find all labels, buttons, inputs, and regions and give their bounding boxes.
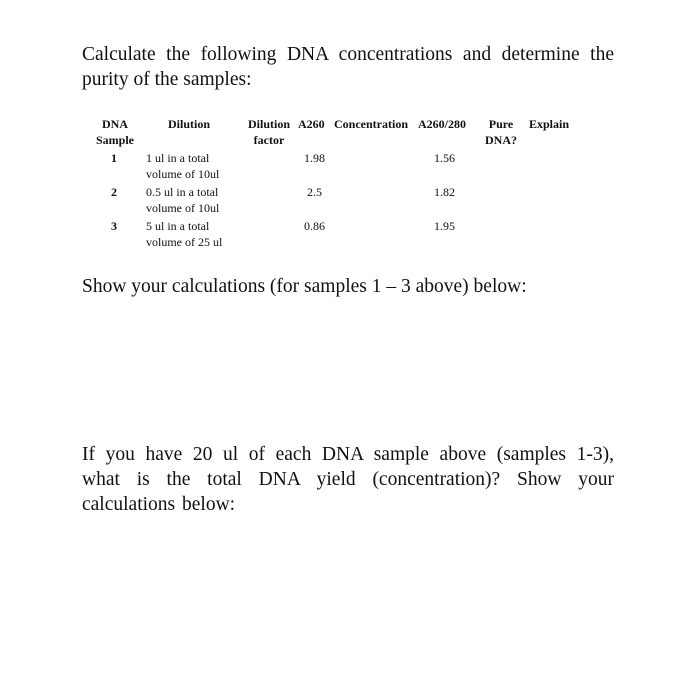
- table-row-sample: 3: [111, 219, 117, 233]
- calculations-prompt: Show your calculations (for samples 1 – 3 above) below:: [82, 276, 527, 297]
- table-row-a260: 1.98: [304, 151, 325, 165]
- yield-prompt: If you have 20 ul of each DNA sample above (samples 1-3), what is the total DNA yield (concentration)? Show your calculations below:: [82, 444, 614, 515]
- table-row-a260: 0.86: [304, 219, 325, 233]
- table-row-dilution: 1 ul in a total volume of 10ul: [146, 151, 220, 181]
- table-row-ratio: 1.56: [434, 151, 455, 165]
- table-row-ratio: 1.82: [434, 185, 455, 199]
- header-explain: Explain: [529, 117, 570, 131]
- intro-paragraph: Calculate the following DNA concentrations and determine the purity of the samples:: [82, 44, 614, 90]
- table-row-ratio: 1.95: [434, 219, 455, 233]
- table-row-sample: 2: [111, 185, 117, 199]
- header-dilution: Dilution: [168, 117, 211, 131]
- header-pure-dna: Pure DNA?: [485, 117, 517, 147]
- table-row-dilution: 0.5 ul in a total volume of 10ul: [146, 185, 220, 215]
- header-a260-280: A260/280: [418, 117, 466, 131]
- header-dna-sample: DNA Sample: [95, 117, 134, 147]
- table-row-a260: 2.5: [307, 185, 322, 199]
- table-row-dilution: 5 ul in a total volume of 25 ul: [146, 219, 223, 249]
- header-dilution-factor: Dilution factor: [247, 117, 290, 147]
- header-concentration: Concentration: [334, 117, 408, 131]
- table-row-sample: 1: [111, 151, 117, 165]
- header-a260: A260: [298, 117, 325, 131]
